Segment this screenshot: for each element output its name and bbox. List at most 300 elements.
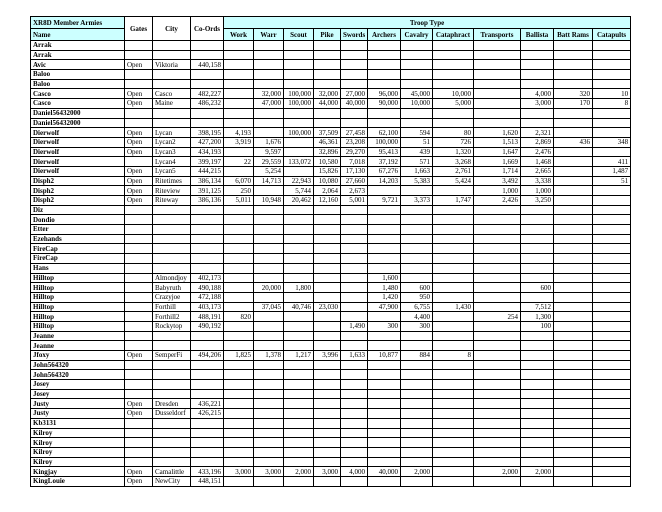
- cell-city: Dresden: [153, 399, 191, 409]
- cell-warr: [254, 50, 284, 60]
- cell-pike: 32,896: [314, 147, 341, 157]
- cell-name: FireCap: [31, 244, 125, 254]
- cell-work: 5,011: [224, 196, 254, 206]
- cell-warr: 1,378: [254, 351, 284, 361]
- cell-pike: [314, 409, 341, 419]
- cell-ballista: [521, 370, 554, 380]
- table-row: [31, 399, 631, 409]
- cell-gates: Open: [125, 166, 153, 176]
- cell-work: [224, 399, 254, 409]
- cell-scout: [284, 312, 314, 322]
- cell-gates: [125, 205, 153, 215]
- cell-catapults: 348: [593, 137, 631, 147]
- table-row: [31, 186, 631, 196]
- cell-swords: [341, 438, 368, 448]
- cell-coords: 391,125: [191, 186, 224, 196]
- table-row: [31, 157, 631, 167]
- cell-pike: [314, 476, 341, 486]
- cell-scout: [284, 70, 314, 80]
- cell-scout: 22,943: [284, 176, 314, 186]
- cell-scout: [284, 108, 314, 118]
- cell-city: Casco: [153, 89, 191, 99]
- cell-work: [224, 254, 254, 264]
- table-row: [31, 89, 631, 99]
- cell-coords: [191, 428, 224, 438]
- cell-batt-rams: [554, 166, 593, 176]
- cell-pike: [314, 447, 341, 457]
- cell-work: [224, 79, 254, 89]
- cell-catapults: [593, 321, 631, 331]
- cell-scout: [284, 428, 314, 438]
- cell-name: Dierwolf: [31, 157, 125, 167]
- cell-city: [153, 341, 191, 351]
- cell-archers: [368, 389, 401, 399]
- cell-scout: [284, 360, 314, 370]
- cell-gates: Open: [125, 176, 153, 186]
- cell-name: Disph2: [31, 176, 125, 186]
- cell-scout: [284, 476, 314, 486]
- cell-city: [153, 108, 191, 118]
- cell-work: [224, 360, 254, 370]
- cell-coords: 472,188: [191, 292, 224, 302]
- cell-warr: 3,000: [254, 467, 284, 477]
- cell-catapults: [593, 205, 631, 215]
- cell-swords: [341, 215, 368, 225]
- cell-coords: 448,151: [191, 476, 224, 486]
- cell-gates: [125, 428, 153, 438]
- cell-transports: [474, 283, 521, 293]
- cell-catapults: [593, 128, 631, 138]
- cell-swords: 29,270: [341, 147, 368, 157]
- table-row: [31, 99, 631, 109]
- cell-cavalry: [401, 50, 433, 60]
- cell-batt-rams: [554, 147, 593, 157]
- cell-archers: 1,480: [368, 283, 401, 293]
- cell-cataphract: [433, 60, 474, 70]
- cell-gates: [125, 79, 153, 89]
- cell-name: Daniel56432000: [31, 108, 125, 118]
- cell-pike: [314, 457, 341, 467]
- cell-batt-rams: [554, 292, 593, 302]
- cell-swords: 40,000: [341, 99, 368, 109]
- cell-pike: [314, 205, 341, 215]
- cell-work: [224, 331, 254, 341]
- cell-ballista: [521, 244, 554, 254]
- cell-name: Jeanne: [31, 341, 125, 351]
- cell-warr: 5,254: [254, 166, 284, 176]
- cell-pike: [314, 399, 341, 409]
- cell-city: [153, 360, 191, 370]
- cell-work: [224, 273, 254, 283]
- cell-gates: [125, 389, 153, 399]
- cell-transports: [474, 457, 521, 467]
- cell-archers: [368, 263, 401, 273]
- cell-ballista: 100: [521, 321, 554, 331]
- cell-work: [224, 341, 254, 351]
- cell-archers: [368, 108, 401, 118]
- table-row: [31, 118, 631, 128]
- cell-swords: [341, 292, 368, 302]
- cell-gates: [125, 225, 153, 235]
- cell-gates: [125, 380, 153, 390]
- cell-ballista: [521, 50, 554, 60]
- cell-transports: [474, 341, 521, 351]
- cell-catapults: [593, 389, 631, 399]
- cell-cavalry: [401, 79, 433, 89]
- cell-swords: [341, 399, 368, 409]
- cell-cataphract: [433, 50, 474, 60]
- cell-warr: [254, 457, 284, 467]
- cell-catapults: [593, 108, 631, 118]
- cell-cavalry: [401, 380, 433, 390]
- cell-coords: [191, 50, 224, 60]
- cell-batt-rams: [554, 108, 593, 118]
- cell-name: Josey: [31, 389, 125, 399]
- cell-city: [153, 428, 191, 438]
- cell-swords: [341, 205, 368, 215]
- cell-coords: [191, 234, 224, 244]
- cell-coords: [191, 380, 224, 390]
- cell-scout: 133,072: [284, 157, 314, 167]
- cell-catapults: [593, 234, 631, 244]
- cell-catapults: [593, 312, 631, 322]
- cell-cataphract: [433, 389, 474, 399]
- table-row: [31, 128, 631, 138]
- cell-swords: [341, 302, 368, 312]
- cell-warr: [254, 389, 284, 399]
- cell-batt-rams: [554, 331, 593, 341]
- cell-scout: [284, 234, 314, 244]
- cell-cavalry: [401, 234, 433, 244]
- cell-pike: [314, 108, 341, 118]
- cell-scout: 100,000: [284, 99, 314, 109]
- cell-ballista: [521, 205, 554, 215]
- cell-batt-rams: [554, 447, 593, 457]
- cell-gates: [125, 312, 153, 322]
- cell-coords: [191, 205, 224, 215]
- cell-name: Disph2: [31, 186, 125, 196]
- cell-ballista: [521, 389, 554, 399]
- cell-work: [224, 302, 254, 312]
- cell-transports: [474, 292, 521, 302]
- cell-coords: 494,206: [191, 351, 224, 361]
- cell-batt-rams: [554, 321, 593, 331]
- cell-ballista: [521, 360, 554, 370]
- cell-warr: 29,559: [254, 157, 284, 167]
- cell-swords: [341, 254, 368, 264]
- cell-name: Justy: [31, 409, 125, 419]
- cell-cataphract: [433, 418, 474, 428]
- cell-coords: 436,221: [191, 399, 224, 409]
- cell-scout: 40,746: [284, 302, 314, 312]
- cell-cataphract: [433, 409, 474, 419]
- cell-city: Lycan4: [153, 157, 191, 167]
- cell-name: Arrak: [31, 50, 125, 60]
- cell-coords: [191, 360, 224, 370]
- cell-catapults: [593, 196, 631, 206]
- table-row: [31, 225, 631, 235]
- cell-warr: [254, 234, 284, 244]
- cell-catapults: [593, 118, 631, 128]
- cell-gates: Open: [125, 467, 153, 477]
- cell-city: [153, 205, 191, 215]
- table-header: [31, 17, 631, 41]
- cell-transports: [474, 60, 521, 70]
- cell-coords: [191, 108, 224, 118]
- cell-batt-rams: [554, 457, 593, 467]
- table-row: [31, 457, 631, 467]
- cell-transports: [474, 89, 521, 99]
- table-body: [31, 41, 631, 487]
- cell-transports: [474, 302, 521, 312]
- cell-coords: [191, 79, 224, 89]
- cell-archers: [368, 225, 401, 235]
- cell-name: Dierwolf: [31, 128, 125, 138]
- cell-transports: 2,426: [474, 196, 521, 206]
- cell-batt-rams: [554, 360, 593, 370]
- cell-cavalry: [401, 476, 433, 486]
- column-header-scout: Scout: [284, 29, 314, 41]
- cell-ballista: [521, 341, 554, 351]
- cell-gates: [125, 341, 153, 351]
- cell-work: [224, 215, 254, 225]
- cell-cataphract: [433, 476, 474, 486]
- cell-warr: 32,000: [254, 89, 284, 99]
- cell-batt-rams: [554, 341, 593, 351]
- cell-catapults: 10: [593, 89, 631, 99]
- cell-cataphract: [433, 273, 474, 283]
- cell-catapults: [593, 457, 631, 467]
- cell-warr: [254, 79, 284, 89]
- cell-gates: Open: [125, 351, 153, 361]
- cell-scout: [284, 60, 314, 70]
- cell-batt-rams: [554, 428, 593, 438]
- cell-pike: [314, 292, 341, 302]
- cell-city: [153, 418, 191, 428]
- cell-transports: [474, 447, 521, 457]
- cell-cavalry: 6,755: [401, 302, 433, 312]
- cell-cataphract: 5,000: [433, 99, 474, 109]
- cell-coords: 440,158: [191, 60, 224, 70]
- cell-pike: [314, 263, 341, 273]
- table-row: [31, 331, 631, 341]
- cell-warr: [254, 399, 284, 409]
- cell-coords: [191, 118, 224, 128]
- cell-city: [153, 41, 191, 51]
- cell-transports: [474, 409, 521, 419]
- cell-pike: 32,000: [314, 89, 341, 99]
- cell-name: Hilltop: [31, 283, 125, 293]
- cell-name: Kilroy: [31, 447, 125, 457]
- cell-work: [224, 283, 254, 293]
- cell-cataphract: 1,430: [433, 302, 474, 312]
- table-row: [31, 41, 631, 51]
- cell-name: John564320: [31, 360, 125, 370]
- cell-catapults: [593, 331, 631, 341]
- cell-warr: [254, 476, 284, 486]
- table-row: [31, 409, 631, 419]
- cell-work: [224, 476, 254, 486]
- member-armies-sheet: [30, 16, 631, 487]
- table-row: [31, 79, 631, 89]
- cell-swords: 5,001: [341, 196, 368, 206]
- cell-transports: 1,647: [474, 147, 521, 157]
- cell-transports: [474, 273, 521, 283]
- cell-cavalry: [401, 457, 433, 467]
- cell-scout: [284, 389, 314, 399]
- cell-name: Etter: [31, 225, 125, 235]
- cell-cavalry: [401, 409, 433, 419]
- cell-batt-rams: [554, 176, 593, 186]
- cell-pike: [314, 244, 341, 254]
- cell-warr: 1,676: [254, 137, 284, 147]
- cell-cavalry: [401, 215, 433, 225]
- cell-city: Forthill2: [153, 312, 191, 322]
- cell-archers: 67,276: [368, 166, 401, 176]
- cell-catapults: [593, 147, 631, 157]
- cell-catapults: [593, 70, 631, 80]
- cell-archers: [368, 215, 401, 225]
- cell-work: [224, 60, 254, 70]
- cell-archers: [368, 399, 401, 409]
- cell-batt-rams: [554, 244, 593, 254]
- table-row: [31, 196, 631, 206]
- column-header-swords: Swords: [341, 29, 368, 41]
- cell-warr: [254, 438, 284, 448]
- cell-ballista: 2,869: [521, 137, 554, 147]
- cell-pike: [314, 254, 341, 264]
- cell-cataphract: [433, 118, 474, 128]
- cell-swords: 7,018: [341, 157, 368, 167]
- member-armies-table: [30, 16, 631, 487]
- cell-pike: 15,826: [314, 166, 341, 176]
- column-header-work: Work: [224, 29, 254, 41]
- cell-pike: [314, 283, 341, 293]
- header-row-2: [31, 29, 631, 41]
- cell-work: [224, 50, 254, 60]
- cell-archers: [368, 370, 401, 380]
- cell-pike: 3,000: [314, 467, 341, 477]
- cell-name: Hilltop: [31, 302, 125, 312]
- cell-archers: [368, 205, 401, 215]
- cell-swords: 27,000: [341, 89, 368, 99]
- cell-batt-rams: [554, 196, 593, 206]
- cell-batt-rams: [554, 215, 593, 225]
- cell-cavalry: [401, 428, 433, 438]
- table-row: [31, 50, 631, 60]
- cell-city: [153, 234, 191, 244]
- cell-scout: [284, 418, 314, 428]
- cell-cavalry: 4,400: [401, 312, 433, 322]
- column-header-city: City: [153, 17, 191, 41]
- cell-ballista: [521, 457, 554, 467]
- cell-transports: [474, 234, 521, 244]
- cell-cataphract: [433, 428, 474, 438]
- cell-gates: [125, 108, 153, 118]
- cell-name: FireCap: [31, 254, 125, 264]
- cell-pike: [314, 428, 341, 438]
- table-row: [31, 321, 631, 331]
- cell-name: Kingjay: [31, 467, 125, 477]
- cell-name: Josey: [31, 380, 125, 390]
- cell-coords: 482,227: [191, 89, 224, 99]
- cell-work: [224, 457, 254, 467]
- cell-cataphract: [433, 205, 474, 215]
- cell-batt-rams: [554, 157, 593, 167]
- cell-cavalry: [401, 70, 433, 80]
- cell-swords: [341, 60, 368, 70]
- cell-catapults: [593, 476, 631, 486]
- cell-swords: [341, 108, 368, 118]
- cell-gates: [125, 118, 153, 128]
- cell-catapults: [593, 341, 631, 351]
- cell-archers: 37,192: [368, 157, 401, 167]
- cell-name: Jeanne: [31, 331, 125, 341]
- cell-pike: 10,580: [314, 157, 341, 167]
- cell-transports: [474, 70, 521, 80]
- cell-name: Hilltop: [31, 312, 125, 322]
- cell-scout: [284, 244, 314, 254]
- cell-scout: [284, 341, 314, 351]
- cell-cavalry: 884: [401, 351, 433, 361]
- cell-transports: 2,000: [474, 467, 521, 477]
- cell-work: 3,919: [224, 137, 254, 147]
- cell-scout: [284, 225, 314, 235]
- cell-ballista: [521, 428, 554, 438]
- cell-cataphract: [433, 263, 474, 273]
- cell-archers: [368, 418, 401, 428]
- cell-ballista: 600: [521, 283, 554, 293]
- cell-coords: 488,191: [191, 312, 224, 322]
- cell-name: Kilroy: [31, 438, 125, 448]
- cell-name: Dierwolf: [31, 166, 125, 176]
- cell-work: [224, 147, 254, 157]
- cell-warr: [254, 409, 284, 419]
- cell-gates: Open: [125, 147, 153, 157]
- cell-gates: Open: [125, 137, 153, 147]
- cell-work: [224, 370, 254, 380]
- cell-transports: [474, 99, 521, 109]
- cell-batt-rams: [554, 283, 593, 293]
- cell-ballista: 2,665: [521, 166, 554, 176]
- cell-cavalry: [401, 273, 433, 283]
- cell-archers: [368, 341, 401, 351]
- cell-work: [224, 244, 254, 254]
- cell-cavalry: [401, 41, 433, 51]
- table-row: [31, 137, 631, 147]
- cell-coords: [191, 447, 224, 457]
- cell-cavalry: 439: [401, 147, 433, 157]
- cell-name: Kb3131: [31, 418, 125, 428]
- cell-scout: [284, 321, 314, 331]
- cell-batt-rams: [554, 79, 593, 89]
- cell-ballista: [521, 79, 554, 89]
- cell-swords: [341, 70, 368, 80]
- cell-swords: 4,000: [341, 467, 368, 477]
- cell-warr: [254, 370, 284, 380]
- cell-scout: [284, 147, 314, 157]
- cell-pike: [314, 50, 341, 60]
- cell-cataphract: [433, 370, 474, 380]
- cell-cataphract: [433, 331, 474, 341]
- cell-archers: [368, 438, 401, 448]
- cell-gates: [125, 447, 153, 457]
- cell-archers: 62,100: [368, 128, 401, 138]
- cell-gates: Open: [125, 399, 153, 409]
- cell-transports: 1,513: [474, 137, 521, 147]
- cell-archers: 14,203: [368, 176, 401, 186]
- cell-scout: [284, 409, 314, 419]
